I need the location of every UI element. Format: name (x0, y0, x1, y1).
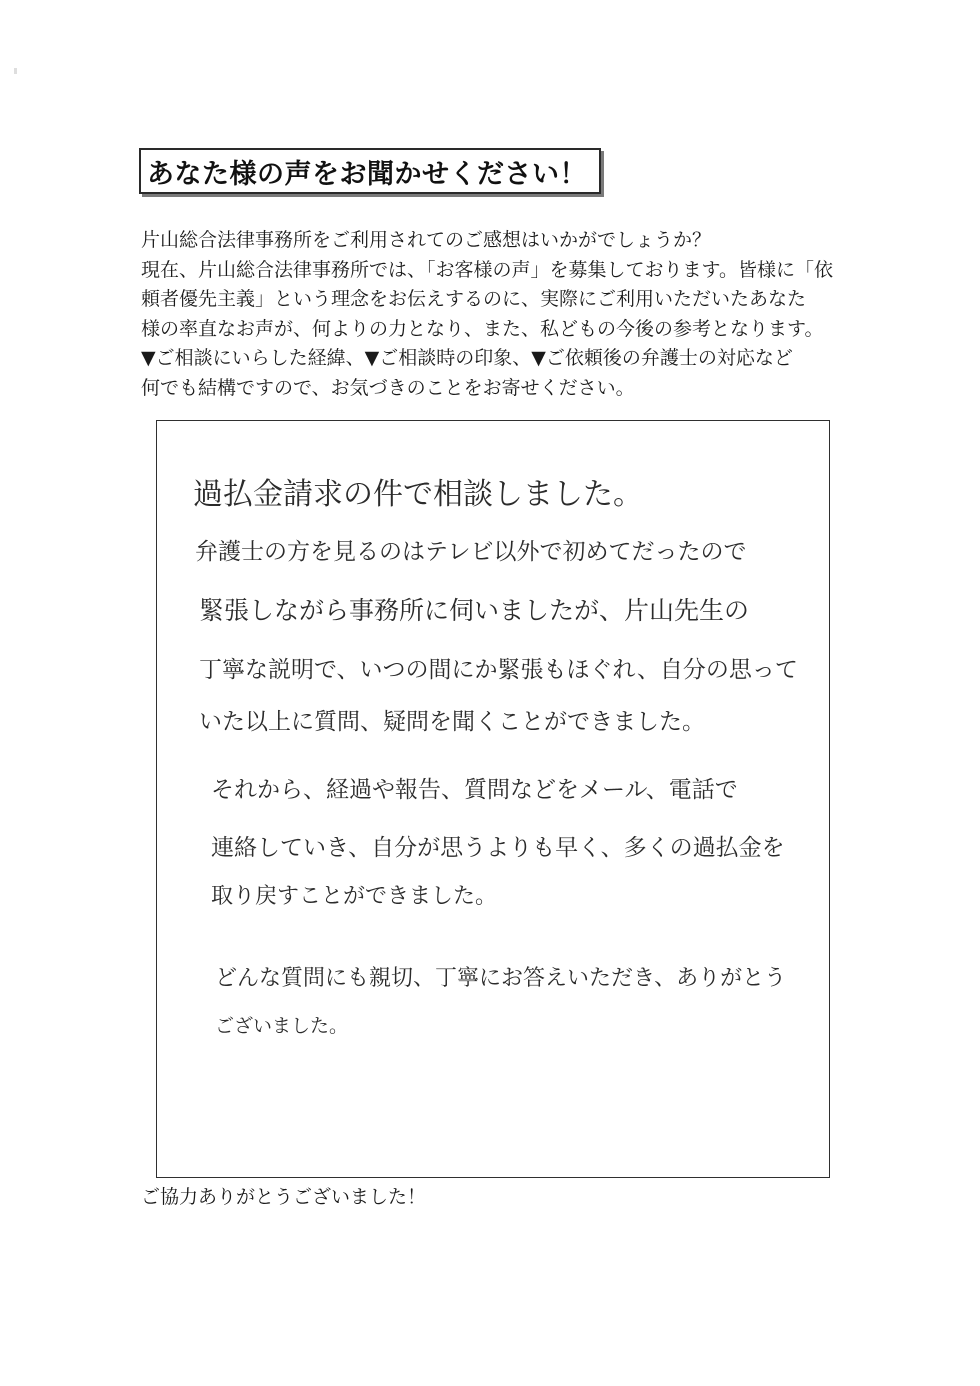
intro-line: 様の率直なお声が、何よりの力となり、また、私どもの今後の参考となります。 (141, 317, 824, 340)
page-title: あなた様の声をお聞かせください！ (147, 158, 587, 190)
title-box (139, 148, 601, 194)
handwritten-line: どんな質問にも親切、丁寧にお答えいただき、ありがとう (215, 966, 787, 991)
intro-line: 現在、片山総合法律事務所では、「お客様の声」を募集しております。皆様に「依 (141, 258, 833, 281)
handwritten-response-box (156, 420, 830, 1178)
intro-line: 何でも結構ですので、お気づきのことをお寄せください。 (141, 376, 635, 399)
intro-line: 頼者優先主義」という理念をお伝えするのに、実際にご利用いただいたあなた (141, 288, 807, 310)
intro-text (141, 226, 841, 403)
handwritten-line: 丁寧な説明で、いつの間にか緊張もほぐれ、自分の思って (199, 657, 798, 683)
handwritten-line: いた以上に質問、疑問を聞くことができました。 (199, 709, 705, 735)
scan-mark (14, 68, 17, 74)
handwritten-line: 弁護士の方を見るのはテレビ以外で初めてだったので (195, 539, 747, 565)
handwritten-line: 取り戻すことができました。 (211, 884, 498, 909)
handwritten-line: 連絡していき、自分が思うよりも早く、多くの過払金を (211, 835, 785, 861)
handwritten-line: それから、経過や報告、質問などをメール、電話で (211, 777, 738, 803)
handwritten-line: ございました。 (215, 1015, 349, 1037)
intro-line: ▼ご相談にいらした経緯、▼ご相談時の印象、▼ご依頼後の弁護士の対応など (141, 347, 793, 369)
handwritten-line: 緊張しながら事務所に伺いましたが、片山先生の (199, 596, 750, 625)
thank-you-note: ご協力ありがとうございました！ (141, 1186, 427, 1208)
handwritten-line: 過払金請求の件で相談しました。 (193, 477, 643, 512)
intro-line: 片山総合法律事務所をご利用されてのご感想はいかがでしょうか？ (141, 229, 712, 251)
